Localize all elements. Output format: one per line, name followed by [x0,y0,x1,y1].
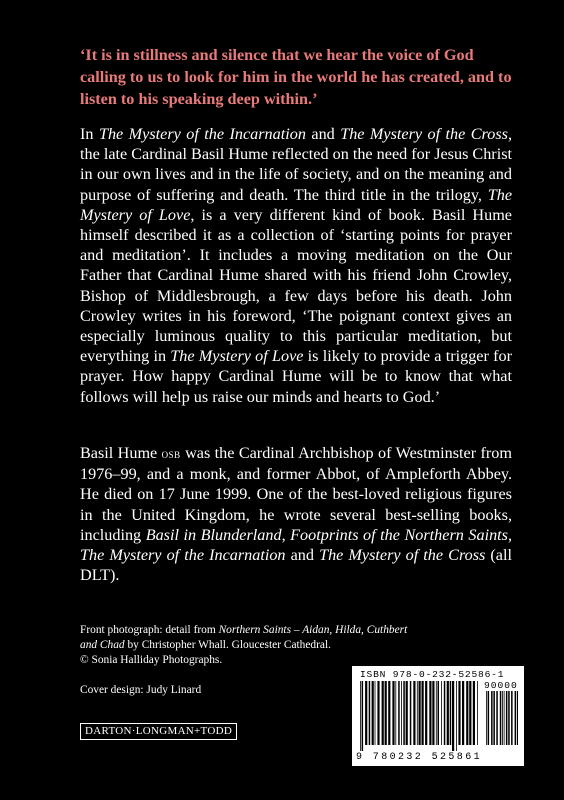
author-bio-paragraph [80,443,512,585]
publisher-logo: DARTON·LONGMAN+TODD [80,723,237,740]
book-title: The Mystery of the Cross [319,546,486,565]
barcode-bar [473,681,475,745]
barcode-bar [436,681,437,745]
barcode-bar [403,681,405,745]
post-nominal: osb [161,446,181,461]
book-title: The Mystery of the Cross [340,125,508,143]
barcode-bar [444,681,446,745]
barcode-bar [385,681,387,745]
barcode-bar [401,681,402,745]
barcode-bar [395,681,396,745]
text-run: Front photograph: detail from [80,624,219,636]
barcode-bar [469,681,471,745]
barcode-bar [491,691,493,745]
barcode-bar [508,691,510,745]
barcode-bar [452,681,454,751]
barcode-bar [438,681,440,745]
barcode-bar [392,681,394,745]
barcode-bar [406,681,408,745]
barcode-bar [456,681,457,751]
barcode-bar [388,681,390,745]
text-run: , [281,525,291,544]
barcode-bar [413,681,415,745]
barcode-bar [377,681,379,745]
barcode-bar [362,681,364,751]
barcode-bar [417,681,418,745]
book-title: The Mystery of Love [170,347,304,366]
text-run: (all DLT). [80,546,512,585]
barcode-bar [502,691,503,745]
book-title: The Mystery of the Incarnation [98,125,306,143]
addon-barcode-bars [486,691,518,751]
text-run: , the late Cardinal Basil Hume reflected on the need for Jesus Christ in our own lives and in the life of society, and on the meaning and purpose of suffering and death. The third title in the trilogy, [80,125,513,204]
barcode-bar [422,681,424,745]
barcode-bar [511,691,512,745]
barcode-bar [447,681,449,745]
barcode-bar [441,681,442,745]
barcode-bar [382,681,384,745]
text-run: , [507,525,513,544]
barcode-bar [410,681,412,745]
barcode-bar [398,681,400,745]
barcode-bar [429,681,431,745]
barcode-bar [517,691,518,745]
text-run: In [80,125,99,143]
text-run: is likely to provide a trigger for prayer. How happy Cardinal Hume will be to know that what follows will help us raise our minds and hearts to God.’ [80,347,512,406]
book-title: The Mystery of the Incarnation [80,546,286,565]
barcode-digits: 9 780232 525861 [356,752,483,763]
barcode-bar [477,681,478,745]
text-run: and [285,546,320,565]
barcode-bar [506,691,508,745]
barcode-bar [365,681,367,745]
text-run: was the Cardinal Archbishop of Westminster from 1976–99, and a monk, and former Abbot, of Ampleforth Abbey. He died on 17 June 1999. One of the best-loved religious figures in the United Kingdom, he wrote several best-selling books, including [80,444,512,544]
barcode-bar [486,691,487,745]
text-run: , is a very different kind of book. Basil Hume himself described it as a collection of ‘starting points for prayer and meditation’. It includes a moving meditation on the Our Father that Cardinal Hume shared with his friend John Crowley, Bishop of Middlesbrough, a few days before his death. John Crowley writes in his foreword, ‘The poignant context gives an especially luminous quality to this particular meditation, but everything in [80,205,512,366]
barcode-bar [458,681,460,745]
barcode-bar [432,681,434,745]
book-title: Basil in Blunderland [145,525,282,544]
photo-credits [80,623,410,668]
barcode-bar [515,691,517,745]
copyright-line: © Sonia Halliday Photographs. [80,654,223,666]
barcode-bar [372,681,374,745]
barcode-bar [462,681,464,745]
barcode-bar [419,681,421,745]
book-title: The Mystery of Love [80,185,512,224]
barcode-bar [360,681,361,751]
barcode-bar [493,691,495,745]
artwork-title: Northern Saints – Aidan, Hilda, Cuthbert and Chad [80,624,408,651]
barcode-bar [466,681,468,745]
cover-design-credit: Cover design: Judy Linard [80,684,202,696]
barcode-bar [425,681,427,745]
price-code: 90000 [484,680,518,691]
barcode-bar [375,681,376,745]
isbn-number: ISBN 978-0-232-52586-1 [360,669,505,680]
text-run: by Christopher Whall. Gloucester Cathedral. [124,639,331,651]
barcode-bar [500,691,502,745]
barcode-bar [504,691,505,745]
barcode-bar [488,691,490,745]
text-run: Basil Hume [80,444,162,462]
isbn-barcode [352,666,524,766]
barcode-bar [450,681,452,745]
text-run: and [305,125,341,143]
barcode-bar [496,691,498,745]
barcode-bar [369,681,371,745]
book-title: Footprints of the Northern Saints [290,525,508,544]
barcode-bars [360,681,478,751]
pull-quote: ‘It is in stillness and silence that we hear the voice of God calling to us to look for him in the world he has created, and to listen to his speaking deep within.’ [80,46,512,108]
description-paragraph [80,124,512,407]
